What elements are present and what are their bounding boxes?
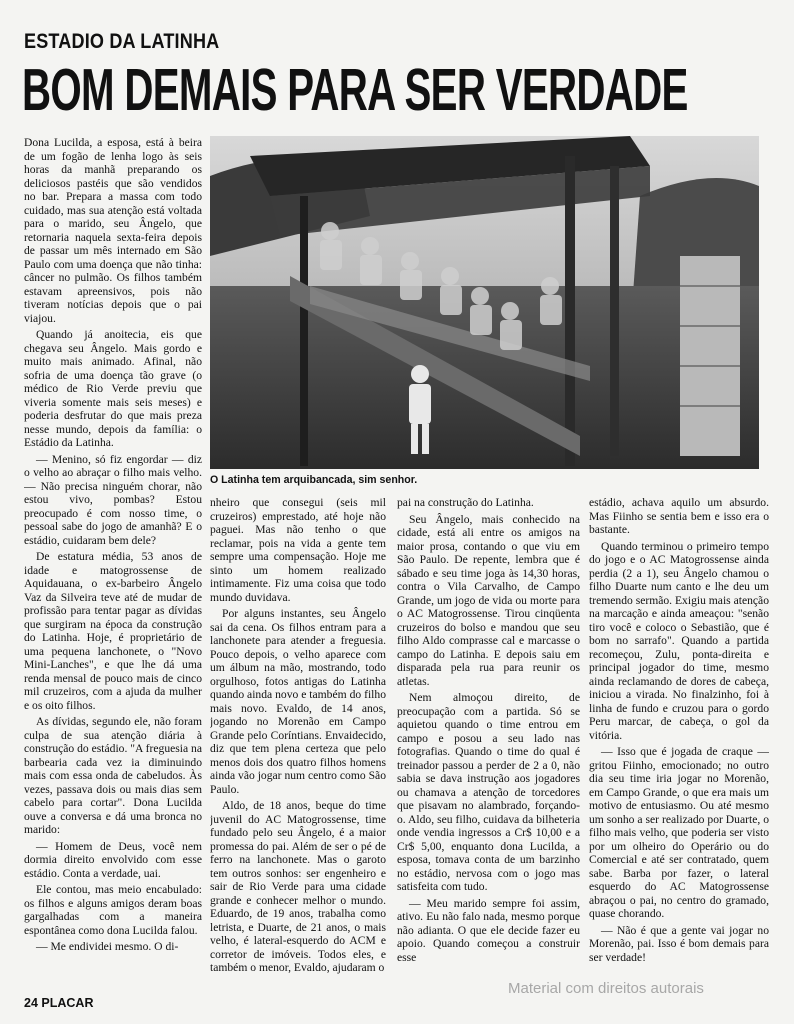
stadium-photo [210,136,759,469]
paragraph: — Me endividei mesmo. O di- [36,940,179,953]
text-column-3 [397,496,580,996]
page-footer [24,996,93,1010]
paragraph: Aldo, de 18 anos, beque do time juvenil do AC Matogrossense, time fundado pelo seu Ângelo, é a maior promessa do pai. Além de ser o pé de ferro na lanchonete. Mas o garoto tem outros sonhos: ser engenheiro e sair de Rio Verde para uma cidade grande e conhecer melhor o mundo. Eduardo, de 19 anos, trabalha como letrista, e Duarte, de 21 anos, o mais velho, é lateral-esquerdo do ACM e corretor de imóveis. Todos eles, e também o menor, Evaldo, ajudaram o [210,799,386,974]
text-column-1 [24,136,202,994]
text-column-4 [589,496,769,996]
paragraph: Quando terminou o primeiro tempo do jogo e o AC Matogrossense ainda perdia (2 a 1), seu Ângelo chamou o filho Duarte num canto e lhe deu um tremendo sermão. Exigiu mais atenção na marcação e ainda ameaçou: "senão tiro você e coloco o Sebastião, que é bom no sarrafo". Quando a partida recomeçou, Zulu, ponta-direita e principal jogador do time, mesmo ainda reclamando de dores de cabeça, iniciou a virada. No finalzinho, foi à linha de fundo e cruzou para o gordo Peru marcar, de cabeça, o gol da vitória. [589,539,769,742]
paragraph: — Homem de Deus, você nem dormia direito envolvido com esse estádio. Conta a verdade, uai. [24,839,202,880]
paragraph: estádio, achava aquilo um absurdo. Mas Fiinho se sentia bem e isso era o bastante. [589,496,769,536]
paragraph: Por alguns instantes, seu Ângelo sai da cena. Os filhos entram para a lanchonete para atender a freguesia. Pouco depois, o velho aparece com um álbum na mão, mostrando, todo orgulhoso, fotos antigas do Latinha quando ainda novo e também do filho mais novo. Evaldo, de 14 anos, jogando no Morenão em Campo Grande pelo Coríntians. Envaidecido, diz que tem plena certeza que pelo menos dois dos quatro filhos homens ainda vão jogar num centro como São Paulo. [210,607,386,796]
photo-caption: O Latinha tem arquibancada, sim senhor. [210,474,418,486]
paragraph: Seu Ângelo, mais conhecido na cidade, está ali entre os amigos na maior prosa, contando o que viu em São Paulo. De repente, lembra que é sábado e seu time joga às 14,30 horas, contra o Vila Carvalho, de Campo Grande, um jogo de vida ou morte para o AC Matogrossense. Tirou cinqüenta cruzeiros do bolso e mandou que seu filho Aldo comprasse cal e marcasse o campo do Latinha. E depois saiu em disparada pela rua para reunir os atletas. [397,512,580,688]
paragraph: nheiro que consegui (seis mil cruzeiros) emprestado, até hoje não paguei. Mas não tenho o que reclamar, pois na vida a gente tem sempre uma compensação. Hoje me sinto um homem realizado intimamente. Fiz uma coisa que todo mundo duvidava. [210,496,386,604]
paragraph: — Meu marido sempre foi assim, ativo. Eu não falo nada, mesmo porque não adianta. O que ele decide fazer eu apoio. Quando começou a construir esse [397,896,580,964]
paragraph: Nem almoçou direito, de preocupação com a partida. Só se aquietou quando o time entrou em campo e posou a seu lado nas fotografias. Quando o time do qual é treinador passou a perder de 2 a 0, não sabia se dava instrução aos jogadores ou chamava a atenção de torcedores que pisavam no alambrado, forçando-o. Aldo, seu filho, cuidava da bilheteria onde vendia ingressos a Cr$ 10,00 e a Cr$ 5,00, enquanto dona Lucilda, a esposa, tomava conta de um barzinho no estádio, nervosa com o jogo mas satisfeita com tudo. [397,691,580,893]
paragraph: Ele contou, mas meio encabulado: os filhos e alguns amigos deram boas gargalhadas com a maneira espontânea como dona Lucilda falou. [24,883,202,937]
copyright-watermark: Material com direitos autorais [508,980,704,997]
paragraph: Dona Lucilda, a esposa, está à beira de um fogão de lenha logo às seis horas da manhã preparando os deliciosos pastéis que são vendidos no bar. Prepara a massa com todo cuidado, mas sua atenção está voltada para o marido, seu Ângelo, que retornaria naquela sexta-feira depois de passar um mês internado em São Paulo com uma doença que não tinha: câncer no pulmão. Os filhos também estavam apreensivos, pois não tiveram notícias depois que o pai viajou. [24,136,202,325]
article-headline: BOM DEMAIS PARA SER VERDADE [22,57,688,123]
paragraph: — Isso que é jogada de craque — gritou Fiinho, emocionado; no outro dia seu time iria jogar no Morenão, em Campo Grande, o que era mais um motivo de entusiasmo. Ou até mesmo um sonho a ser realizado por Duarte, o filho mais velho, que poderia ser visto por um olheiro do Operário ou do Comercial e até ser contratado, quem sabe. Barba por fazer, o lateral esquerdo do AC Matogrossense abraçou o pai, no centro do gramado, quase chorando. [589,745,769,920]
text-column-2 [210,496,386,996]
paragraph: As dívidas, segundo ele, não foram culpa de sua atenção diária à construção do estádio. "A freguesia na barbearia cada vez ia diminuindo mais com essa onda de cabeludos. Às vezes, passava dois ou mais dias sem cabelo para cortar". Dona Lucilda ouve a conversa e dá uma bronca no marido: [24,715,202,836]
section-kicker: ESTADIO DA LATINHA [24,30,220,53]
magazine-name: PLACAR [41,996,94,1010]
paragraph: — Menino, só fiz engordar — diz o velho ao abraçar o filho mais velho. — Não precisa ninguém chorar, não estou vivo, pombas? Estou preocupado é com nosso time, o pessoal sabe do jogo de amanhã? E o estádio, cuidaram bem dele? [24,452,202,547]
page-number: 24 [24,996,38,1010]
paragraph: Quando já anoitecia, eis que chegava seu Ângelo. Mais gordo e muito mais animado. Afinal, não sofria de uma doença tão grave (o médico de Rio Verde previu que viveria somente mais seis meses) e poderia desfrutar do que mais preza nesse mundo, depois da família: o Estádio da Latinha. [24,328,202,449]
paragraph: De estatura média, 53 anos de idade e matogrossense de Aquidauana, o ex-barbeiro Ângelo Vaz da Silveira teve até de mudar de profissão para tentar pagar as dívidas que surgiram na época da construção do Latinha. Hoje, é proprietário de uma pequena lanchonete, o "Novo Mini-Lanches", e que lhe dá uma renda mensal de pouco mais de cinco mil cruzeiros, com a ajuda da mulher e os oito filhos. [24,550,202,712]
paragraph: — Não é que a gente vai jogar no Morenão, pai. Isso é bom demais para ser verdade! [589,923,769,964]
paragraph: pai na construção do Latinha. [397,496,534,509]
